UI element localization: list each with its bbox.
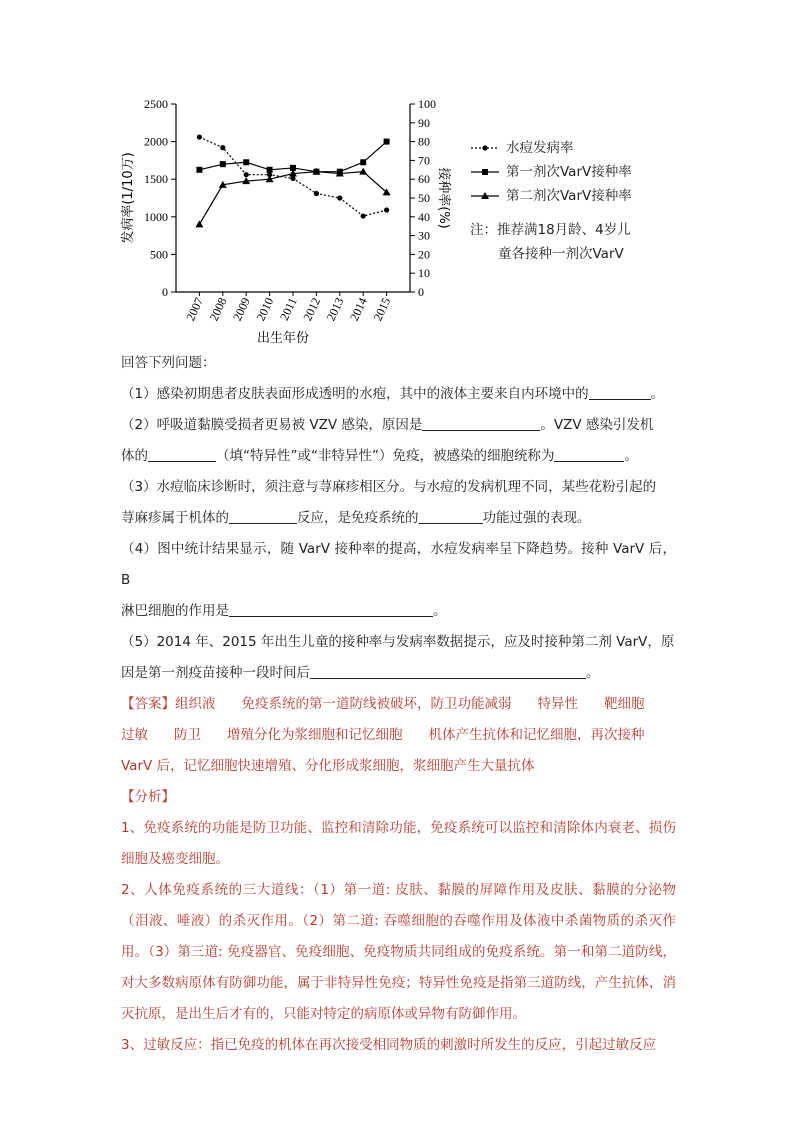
question-4: （4）图中统计结果显示，随 VarV 接种率的提高，水痘发病率呈下降趋势。接种 VarV 后，B 淋巴细胞的作用是 。 [121, 541, 676, 619]
legend-item-dose2 [470, 184, 632, 208]
question-3: （3）水痘临床诊断时，须注意与荨麻疹相区分。与水痘的发病机理不同，某些花粉引起的 荨麻疹属于机体的 反应，是免疫系统的 功能过强的表现。 [121, 479, 657, 526]
question-1: （1）感染初期患者皮肤表面形成透明的水疱，其中的液体主要来自内环境中的 。 [121, 386, 665, 402]
data-point-circle [337, 195, 342, 200]
x-tick-label: 2015 [370, 295, 394, 324]
x-tick-label: 2012 [300, 295, 324, 324]
answer-blank [589, 386, 651, 401]
left-tick-label: 0 [162, 285, 168, 299]
right-tick-label: 20 [418, 247, 430, 262]
note-line-2: 童各接种一剂次VarV [498, 246, 624, 262]
right-tick-label: 40 [418, 209, 430, 224]
answer-blank [148, 448, 216, 463]
legend-label: 第二剂次VarV接种率 [506, 188, 632, 204]
analysis-point-2: 2、人体免疫系统的三大道线：（1）第一道: 皮肤、黏膜的屏障作用及皮肤、黏膜的分泌物（泪液、唾液）的杀灭作用。（2）第二道: 吞噬细胞的吞噬作用及体液中杀菌物质的杀灭作用。（3）第三道: 免疫器官、免疫细胞、免疫物质共同组成的免疫系统。第一和第二道防线，对大多数病原体有防御功能，属于非特异性免疫；特异性免疫是指第三道防线，产生抗体，消灭抗原，是出生后才有的，只能对特定的病原体或异物有防御作用。 [121, 882, 676, 1022]
data-point-square [267, 167, 273, 173]
left-tick-label: 2500 [144, 97, 168, 111]
data-point-square [384, 139, 390, 145]
data-point-square [196, 167, 202, 173]
data-point-triangle [359, 168, 367, 175]
legend-item-dose1 [470, 160, 632, 184]
answer-blank [422, 417, 540, 432]
left-tick-label: 500 [150, 247, 168, 262]
answer-blank [310, 665, 586, 680]
right-tick-label: 70 [418, 153, 430, 168]
left-axis-title: 发病率(1/10万) [121, 152, 136, 244]
data-point-circle [314, 191, 319, 196]
analysis-label: 【分析】 [121, 789, 175, 805]
x-tick-label: 2013 [323, 295, 347, 324]
data-point-square [243, 159, 249, 165]
data-point-circle [361, 213, 366, 218]
note-line-1: 注：推荐满18月龄、4岁儿 [470, 222, 631, 238]
left-tick-label: 1500 [144, 172, 168, 187]
answer-blank [554, 448, 624, 463]
right-tick-label: 60 [418, 172, 430, 187]
legend-item-incidence [470, 136, 632, 160]
right-tick-label: 80 [418, 134, 430, 149]
left-tick-label: 1000 [144, 209, 168, 224]
right-tick-label: 0 [418, 285, 424, 299]
data-point-circle [244, 172, 249, 177]
data-point-triangle [195, 220, 203, 227]
legend-dotted-circle-icon [470, 143, 500, 153]
data-point-square [220, 161, 226, 167]
answer-blank [229, 510, 297, 525]
right-tick-label: 30 [418, 228, 430, 243]
chart-legend [470, 136, 632, 208]
chart-note [470, 218, 631, 266]
legend-square-icon [470, 167, 500, 177]
legend-label: 第一剂次VarV接种率 [506, 164, 632, 180]
x-tick-label: 2011 [277, 295, 300, 323]
x-axis-title: 出生年份 [256, 331, 310, 346]
data-point-square [360, 159, 366, 165]
intro: 回答下列问题： [121, 355, 216, 371]
x-tick-label: 2014 [347, 295, 370, 324]
data-point-circle [220, 145, 225, 150]
analysis-point-1: 1、免疫系统的功能是防卫功能、监控和清除功能，免疫系统可以监控和清除体内衰老、损伤细胞及癌变细胞。 [121, 820, 676, 867]
x-tick-label: 2010 [253, 295, 277, 324]
right-tick-label: 90 [418, 115, 430, 130]
question-2: （2）呼吸道黏膜受损者更易被 VZV 感染，原因是 。VZV 感染引发机 体的 （填“特异性”或“非特异性”）免疫，被感染的细胞统称为 。 [121, 417, 654, 464]
left-tick-label: 2000 [144, 134, 168, 149]
right-tick-label: 10 [418, 266, 430, 281]
question-5: （5）2014 年、2015 年出生儿童的接种率与发病率数据提示，应及时接种第二剂 VarV，原 因是第一剂疫苗接种一段时间后 。 [121, 634, 675, 681]
data-point-circle [290, 176, 295, 181]
data-point-circle [197, 134, 202, 139]
right-axis-title: 接种率(%) [436, 167, 451, 229]
question-content [121, 348, 676, 1061]
right-tick-label: 50 [418, 191, 430, 205]
answer-block: 【答案】组织液 免疫系统的第一道防线被破坏，防卫功能减弱 特异性 靶细胞 过敏 防卫 增殖分化为浆细胞和记忆细胞 机体产生抗体和记忆细胞，再次接种 VarV 后，记忆细胞快速增殖、分化形成浆细胞，浆细胞产生大量抗体 [121, 696, 645, 774]
answer-blank [229, 603, 433, 618]
x-tick-label: 2007 [183, 295, 207, 324]
incidence-vaccination-chart [118, 94, 451, 352]
x-tick-label: 2008 [206, 295, 230, 324]
answer-blank [419, 510, 483, 525]
right-tick-label: 100 [418, 97, 436, 111]
x-tick-label: 2009 [230, 295, 253, 324]
legend-label: 水痘发病率 [506, 140, 574, 156]
analysis-point-3: 3、过敏反应：指已免疫的机体在再次接受相同物质的刺激时所发生的反应，引起过敏反应 [121, 1037, 657, 1053]
data-point-circle [384, 207, 389, 212]
legend-triangle-icon [470, 191, 500, 201]
